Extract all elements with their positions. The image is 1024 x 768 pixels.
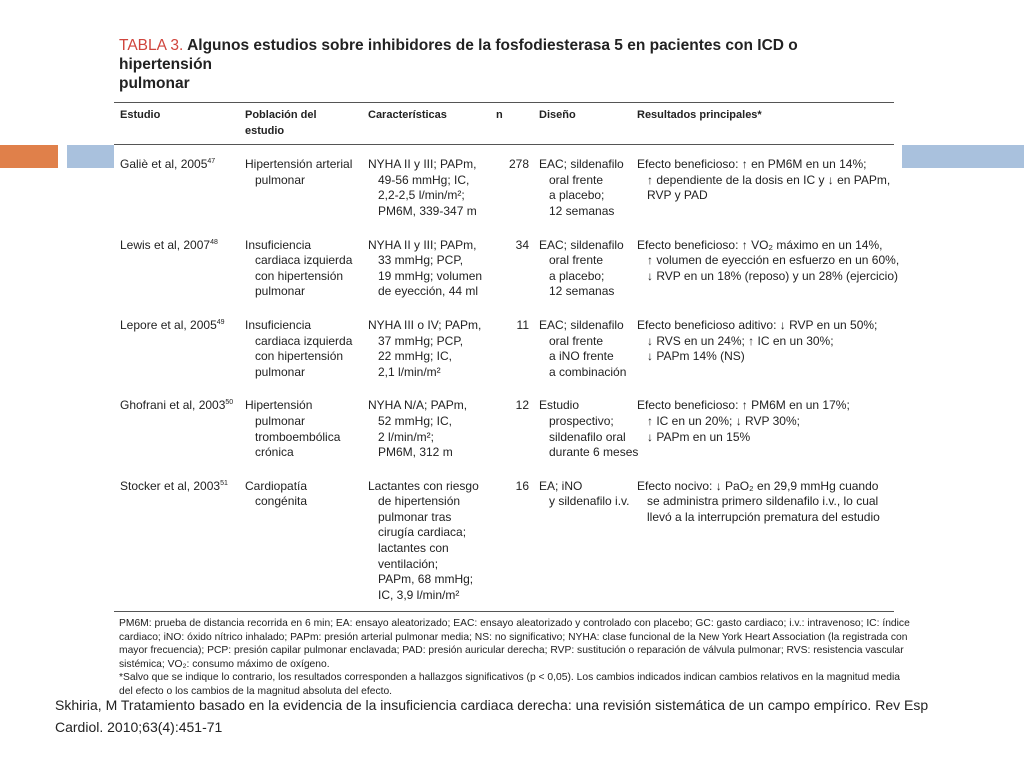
footnote-line: *Salvo que se indique lo contrario, los resultados corresponden a hallazgos significativos (p < 0,05). Los cambios indicados indican cambios relativos en la magnitud media	[119, 672, 900, 684]
citation-line1: Skhiria, M Tratamiento basado en la evidencia de la insuficiencia cardiaca derecha: una revisión sistemática de un campo empírico. Rev Esp	[55, 697, 929, 713]
cell-line: 12 semanas	[549, 203, 615, 218]
cell-line: 49-56 mmHg; IC,	[378, 172, 470, 187]
cell-line: cardiaca izquierda	[255, 333, 353, 348]
cell-line: EAC; sildenafilo	[539, 157, 624, 172]
cell-line: sildenafilo oral	[549, 429, 626, 444]
study-cell	[114, 306, 239, 386]
cell-line: Hipertensión	[245, 398, 313, 413]
cell-line: cirugía cardiaca;	[378, 525, 467, 540]
results-cell	[631, 145, 894, 226]
study-reference: 51	[220, 479, 228, 487]
cell-line: llevó a la interrupción prematura del estudio	[647, 509, 880, 524]
cell-line: 19 mmHg; volumen	[378, 268, 483, 283]
cell-line: 37 mmHg; PCP,	[378, 333, 464, 348]
col-header-population: Población del estudio	[239, 103, 362, 145]
cell-line: 2,1 l/min/m²	[378, 364, 441, 379]
population-cell	[239, 226, 362, 306]
cell-line: EAC; sildenafilo	[539, 237, 624, 252]
results-cell	[631, 386, 894, 466]
table-tag: TABLA 3.	[119, 37, 184, 54]
table-footnotes	[114, 617, 910, 698]
cell-line: ↑ dependiente de la dosis en IC y ↓ en PAPm,	[647, 172, 891, 187]
cell-line: a placebo;	[549, 188, 605, 203]
citation-line2: Cardiol. 2010;63(4):451-71	[55, 719, 223, 735]
population-cell	[239, 467, 362, 612]
table-figure	[114, 36, 910, 698]
table-title-line2: pulmonar	[119, 75, 190, 92]
table-row	[114, 386, 894, 466]
cell-line: Efecto beneficioso: ↑ en PM6M en un 14%;	[637, 157, 867, 172]
cell-line: lactantes con	[378, 541, 449, 556]
study-reference: 49	[216, 318, 225, 326]
footnote-line: mayor frecuencia); PCP: presión capilar pulmonar enclavada; PAD: presión auricular derecha; RVP: sustitución o reparación de válvula pulmonar; RVS: resistencia vascular	[119, 645, 904, 657]
cell-line: PM6M, 339-347 m	[378, 203, 477, 218]
cell-line: Estudio	[539, 398, 580, 413]
n-cell: 12	[515, 398, 529, 413]
cell-line: EA; iNO	[539, 478, 583, 493]
design-cell	[533, 467, 631, 612]
design-cell	[533, 226, 631, 306]
characteristics-cell	[362, 386, 490, 466]
footnote-line: PM6M: prueba de distancia recorrida en 6 min; EA: ensayo aleatorizado; EAC: ensayo aleatorizado y controlado con placebo; GC: gasto cardiaco; i.v.: intravenoso; IC: índice	[119, 618, 910, 630]
cell-line: oral frente	[549, 253, 604, 268]
cell-line: oral frente	[549, 333, 604, 348]
cell-line: 12 semanas	[549, 284, 615, 299]
study-cell	[114, 386, 239, 466]
cell-line: congénita	[255, 494, 308, 509]
cell-line: NYHA N/A; PAPm,	[368, 398, 468, 413]
table-row	[114, 226, 894, 306]
cell-line: pulmonar tras	[378, 509, 452, 524]
cell-line: crónica	[255, 445, 294, 460]
cell-line: Cardiopatía	[245, 478, 308, 493]
n-cell: 16	[490, 467, 533, 612]
col-header-characteristics: Características	[362, 103, 490, 145]
cell-line: PAPm, 68 mmHg;	[378, 572, 474, 587]
cell-line: ↑ volumen de eyección en esfuerzo en un 60%,	[647, 253, 900, 268]
cell-line: pulmonar	[255, 364, 306, 379]
footnote-line: del efecto o los cambios de la magnitud absoluta del efecto.	[119, 685, 393, 697]
cell-line: 22 mmHg; IC,	[378, 349, 453, 364]
footnote-line: cardiaco; iNO: óxido nítrico inhalado; PAPm: presión arterial pulmonar media; NS: no significativo; NYHA: clase funcional de la New York Heart Association (la registrada con	[119, 631, 908, 643]
cell-line: ventilación;	[378, 556, 439, 571]
results-cell	[631, 306, 894, 386]
cell-line: Insuficiencia	[245, 317, 312, 332]
cell-line: con hipertensión	[255, 268, 344, 283]
cell-line: Efecto nocivo: ↓ PaO₂ en 29,9 mmHg cuando	[637, 478, 879, 493]
accent-bar-blue-right	[902, 145, 1024, 168]
cell-line: ↓ PAPm en un 15%	[647, 429, 751, 444]
results-cell	[631, 226, 900, 306]
table-row	[114, 145, 894, 226]
col-header-n: n	[490, 103, 533, 145]
cell-line: se administra primero sildenafilo i.v., lo cual	[647, 494, 879, 509]
characteristics-cell	[362, 226, 490, 306]
results-cell	[631, 467, 894, 612]
col-header-results: Resultados principales*	[631, 103, 894, 145]
cell-line: oral frente	[549, 172, 604, 187]
cell-line: pulmonar	[255, 284, 306, 299]
cell-line: y sildenafilo i.v.	[549, 494, 630, 509]
cell-line: 2 l/min/m²;	[378, 429, 435, 444]
n-cell: 11	[516, 317, 529, 332]
cell-line: de eyección, 44 ml	[378, 284, 479, 299]
table-row	[114, 306, 894, 386]
footnote-line: sistémica; VO₂: consumo máximo de oxígeno.	[119, 658, 330, 670]
characteristics-cell	[362, 467, 490, 612]
n-cell: 34	[515, 237, 529, 252]
study-name: Stocker et al, 2003	[120, 478, 221, 493]
study-cell	[114, 226, 239, 306]
study-reference: 47	[207, 158, 216, 166]
cell-line: con hipertensión	[255, 349, 344, 364]
cell-line: NYHA II y III; PAPm,	[368, 237, 477, 252]
study-name: Ghofrani et al, 2003	[120, 398, 226, 413]
cell-line: Insuficiencia	[245, 237, 312, 252]
cell-line: RVP y PAD	[647, 188, 708, 203]
study-name: Galiè et al, 2005	[120, 157, 208, 172]
studies-table	[114, 103, 900, 612]
table-title	[114, 36, 894, 93]
cell-line: a combinación	[549, 364, 627, 379]
cell-line: Lactantes con riesgo	[368, 478, 479, 493]
cell-line: 52 mmHg; IC,	[378, 413, 453, 428]
cell-line: IC, 3,9 l/min/m²	[378, 587, 460, 602]
cell-line: pulmonar	[255, 172, 306, 187]
cell-line: a iNO frente	[549, 349, 614, 364]
cell-line: tromboembólica	[255, 429, 341, 444]
cell-line: prospectivo;	[549, 413, 614, 428]
cell-line: ↓ PAPm 14% (NS)	[647, 349, 745, 364]
population-cell	[239, 386, 362, 466]
cell-line: pulmonar	[255, 413, 306, 428]
population-cell	[239, 306, 362, 386]
cell-line: ↑ IC en un 20%; ↓ RVP 30%;	[647, 413, 800, 428]
cell-line: PM6M, 312 m	[378, 445, 453, 460]
population-cell	[239, 145, 362, 226]
col-header-design: Diseño	[533, 103, 631, 145]
cell-line: Efecto beneficioso: ↑ PM6M en un 17%;	[637, 398, 850, 413]
study-name: Lewis et al, 2007	[120, 237, 211, 252]
study-name: Lepore et al, 2005	[120, 317, 217, 332]
study-reference: 48	[210, 238, 218, 246]
cell-line: ↓ RVS en un 24%; ↑ IC en un 30%;	[647, 333, 834, 348]
study-cell	[114, 467, 239, 612]
cell-line: Hipertensión arterial	[245, 157, 353, 172]
table-row	[114, 467, 894, 612]
cell-line: cardiaca izquierda	[255, 253, 353, 268]
cell-line: ↓ RVP en un 18% (reposo) y un 28% (ejercicio)	[647, 268, 899, 283]
cell-line: de hipertensión	[378, 494, 461, 509]
cell-line: a placebo;	[549, 268, 605, 283]
cell-line: NYHA II y III; PAPm,	[368, 157, 477, 172]
table-title-line1: Algunos estudios sobre inhibidores de la fosfodiesterasa 5 en pacientes con ICD o hipertensión	[119, 37, 798, 73]
col-header-study: Estudio	[114, 103, 239, 145]
cell-line: 2,2-2,5 l/min/m²;	[378, 188, 465, 203]
characteristics-cell	[362, 306, 490, 386]
cell-line: Efecto beneficioso aditivo: ↓ RVP en un 50%;	[637, 317, 878, 332]
cell-line: EAC; sildenafilo	[539, 317, 624, 332]
cell-line: NYHA III o IV; PAPm,	[368, 317, 482, 332]
study-reference: 50	[225, 399, 234, 407]
accent-bar-orange	[0, 145, 58, 168]
n-cell: 278	[508, 157, 529, 172]
cell-line: 33 mmHg; PCP,	[378, 253, 464, 268]
design-cell	[533, 145, 631, 226]
cell-line: durante 6 meses	[549, 445, 639, 460]
characteristics-cell	[362, 145, 490, 226]
table-header-row	[114, 103, 894, 145]
cell-line: Efecto beneficioso: ↑ VO₂ máximo en un 14%,	[637, 237, 883, 252]
design-cell	[533, 306, 631, 386]
design-cell	[533, 386, 639, 466]
study-cell	[114, 145, 239, 226]
citation	[55, 694, 1005, 738]
